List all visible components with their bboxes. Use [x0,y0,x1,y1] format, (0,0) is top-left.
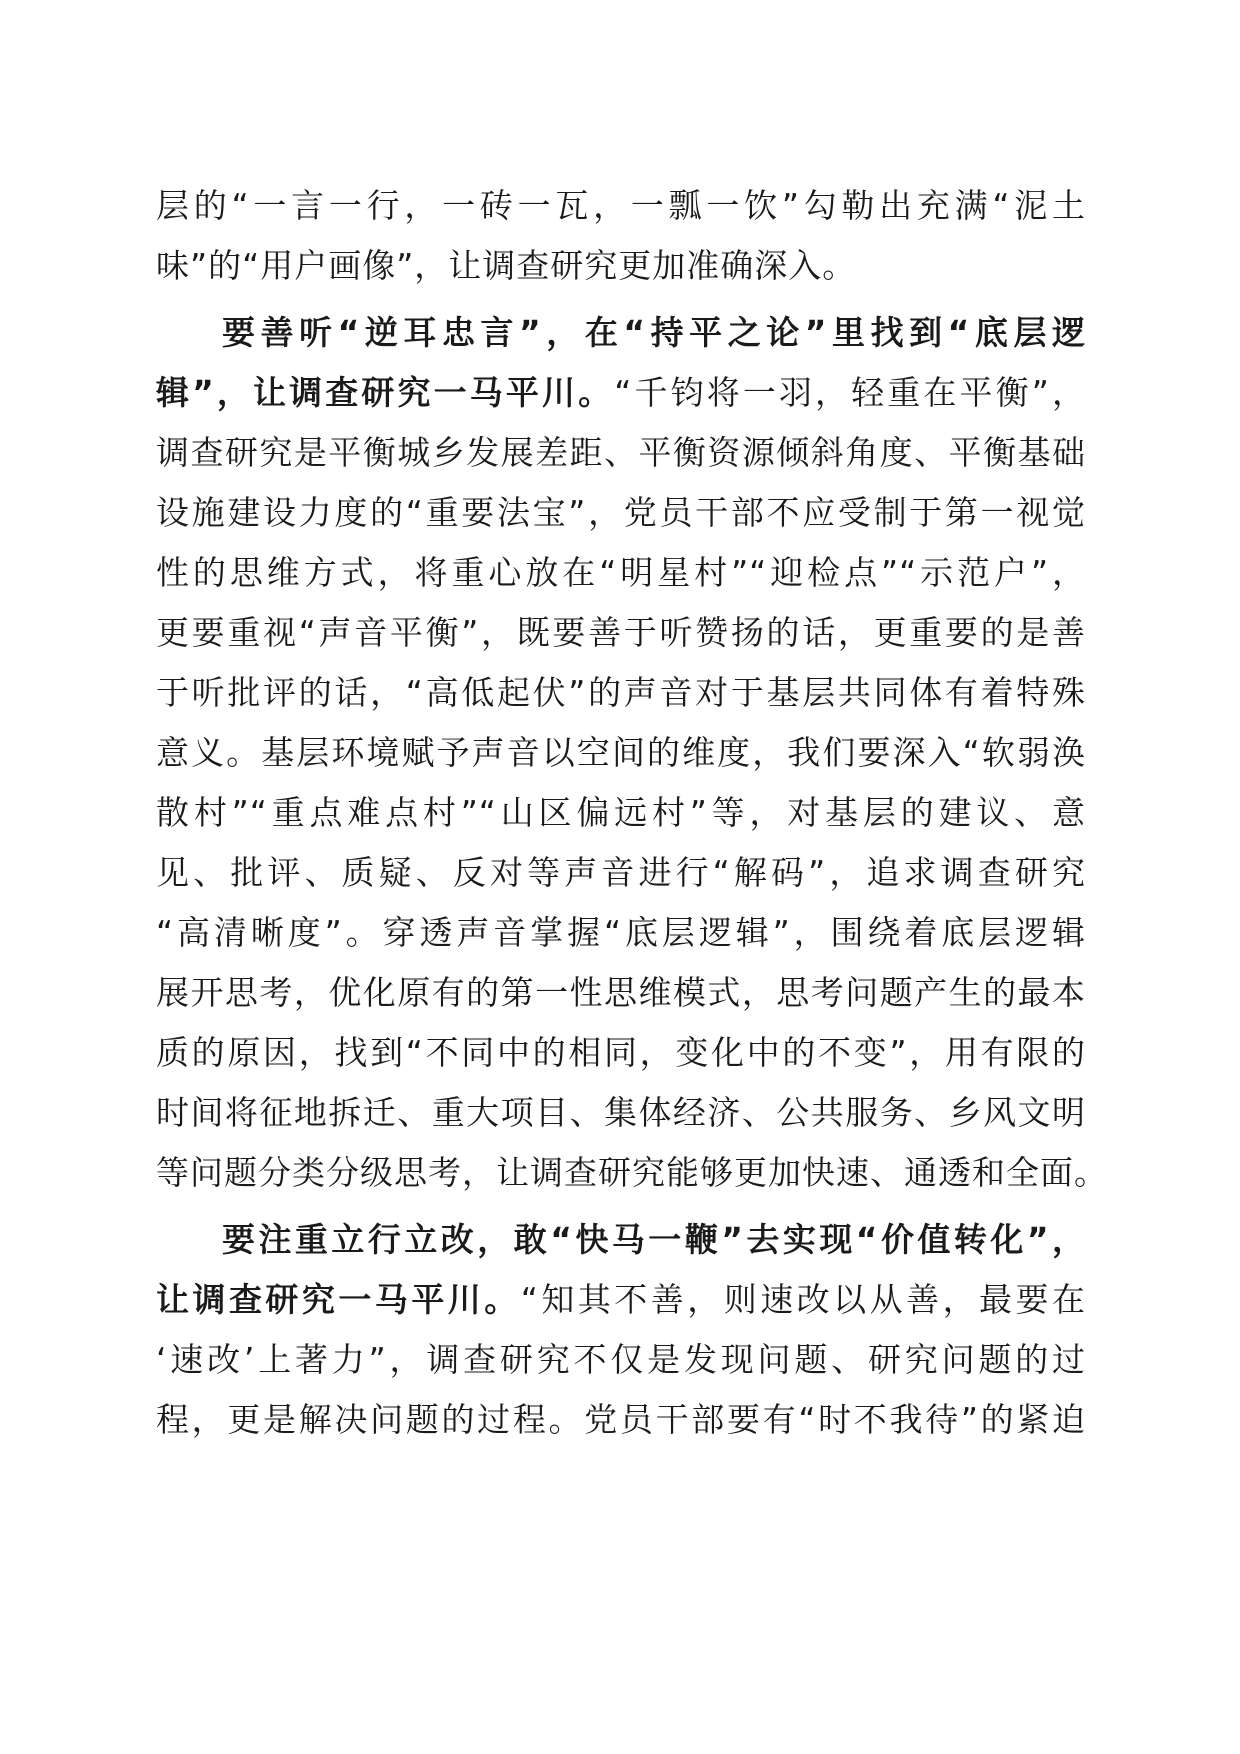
paragraph-2-line-7: 于听批评的话，“高低起伏”的声音对于基层共同体有着特殊 [156,673,1086,712]
paragraph-1-line-2: 味”的“用户画像”，让调查研究更加准确深入。 [156,246,857,285]
paragraph-2-line-3: 调查研究是平衡城乡发展差距、平衡资源倾斜角度、平衡基础 [156,433,1086,472]
paragraph-2-line-9: 散村”“重点难点村”“山区偏远村”等，对基层的建议、意 [156,793,1086,832]
paragraph-2-line-13: 质的原因，找到“不同中的相同，变化中的不变”，用有限的 [156,1033,1086,1072]
paragraph-2-heading-line-1: 要善听“逆耳忠言”，在“持平之论”里找到“底层逻 [222,313,1086,352]
paragraph-2-heading-line-2: 辑”，让调查研究一马平川。 [156,373,615,412]
paragraph-3-heading-line-1: 要注重立行立改，敢“快马一鞭”去实现“价值转化”， [222,1220,1086,1259]
paragraph-2-line-2 [156,363,1086,423]
paragraph-2-line-11: “高清晰度”。穿透声音掌握“底层逻辑”，围绕着底层逻辑 [156,913,1086,952]
paragraph-3-line-3: ‘速改’上著力”，调查研究不仅是发现问题、研究问题的过 [156,1340,1086,1379]
paragraph-2-line-10: 见、批评、质疑、反对等声音进行“解码”，追求调查研究 [156,853,1086,892]
paragraph-2-line-4: 设施建设力度的“重要法宝”，党员干部不应受制于第一视觉 [156,493,1086,532]
paragraph-1-line-1: 层的“一言一行，一砖一瓦，一瓢一饮”勾勒出充满“泥土 [156,186,1086,225]
paragraph-2-line-15: 等问题分类分级思考，让调查研究能够更加快速、通透和全面。 [156,1153,1108,1192]
paragraph-3-line-2 [156,1270,1086,1330]
paragraph-2-line-5: 性的思维方式，将重心放在“明星村”“迎检点”“示范户”， [156,553,1086,592]
paragraph-2-line-12: 展开思考，优化原有的第一性思维模式，思考问题产生的最本 [156,973,1086,1012]
paragraph-2-line-8: 意义。基层环境赋予声音以空间的维度，我们要深入“软弱涣 [156,733,1086,772]
paragraph-2-line-2-rest: “千钧将一羽，轻重在平衡”， [614,373,1086,412]
paragraph-3-line-2-rest: “知其不善，则速改以从善，最要在 [520,1280,1086,1319]
paragraph-3-line-4: 程，更是解决问题的过程。党员干部要有“时不我待”的紧迫 [156,1400,1086,1439]
paragraph-2-line-6: 更要重视“声音平衡”，既要善于听赞扬的话，更重要的是善 [156,613,1086,652]
paragraph-2-line-14: 时间将征地拆迁、重大项目、集体经济、公共服务、乡风文明 [156,1093,1086,1132]
paragraph-3-heading-line-2: 让调查研究一马平川。 [156,1280,521,1319]
